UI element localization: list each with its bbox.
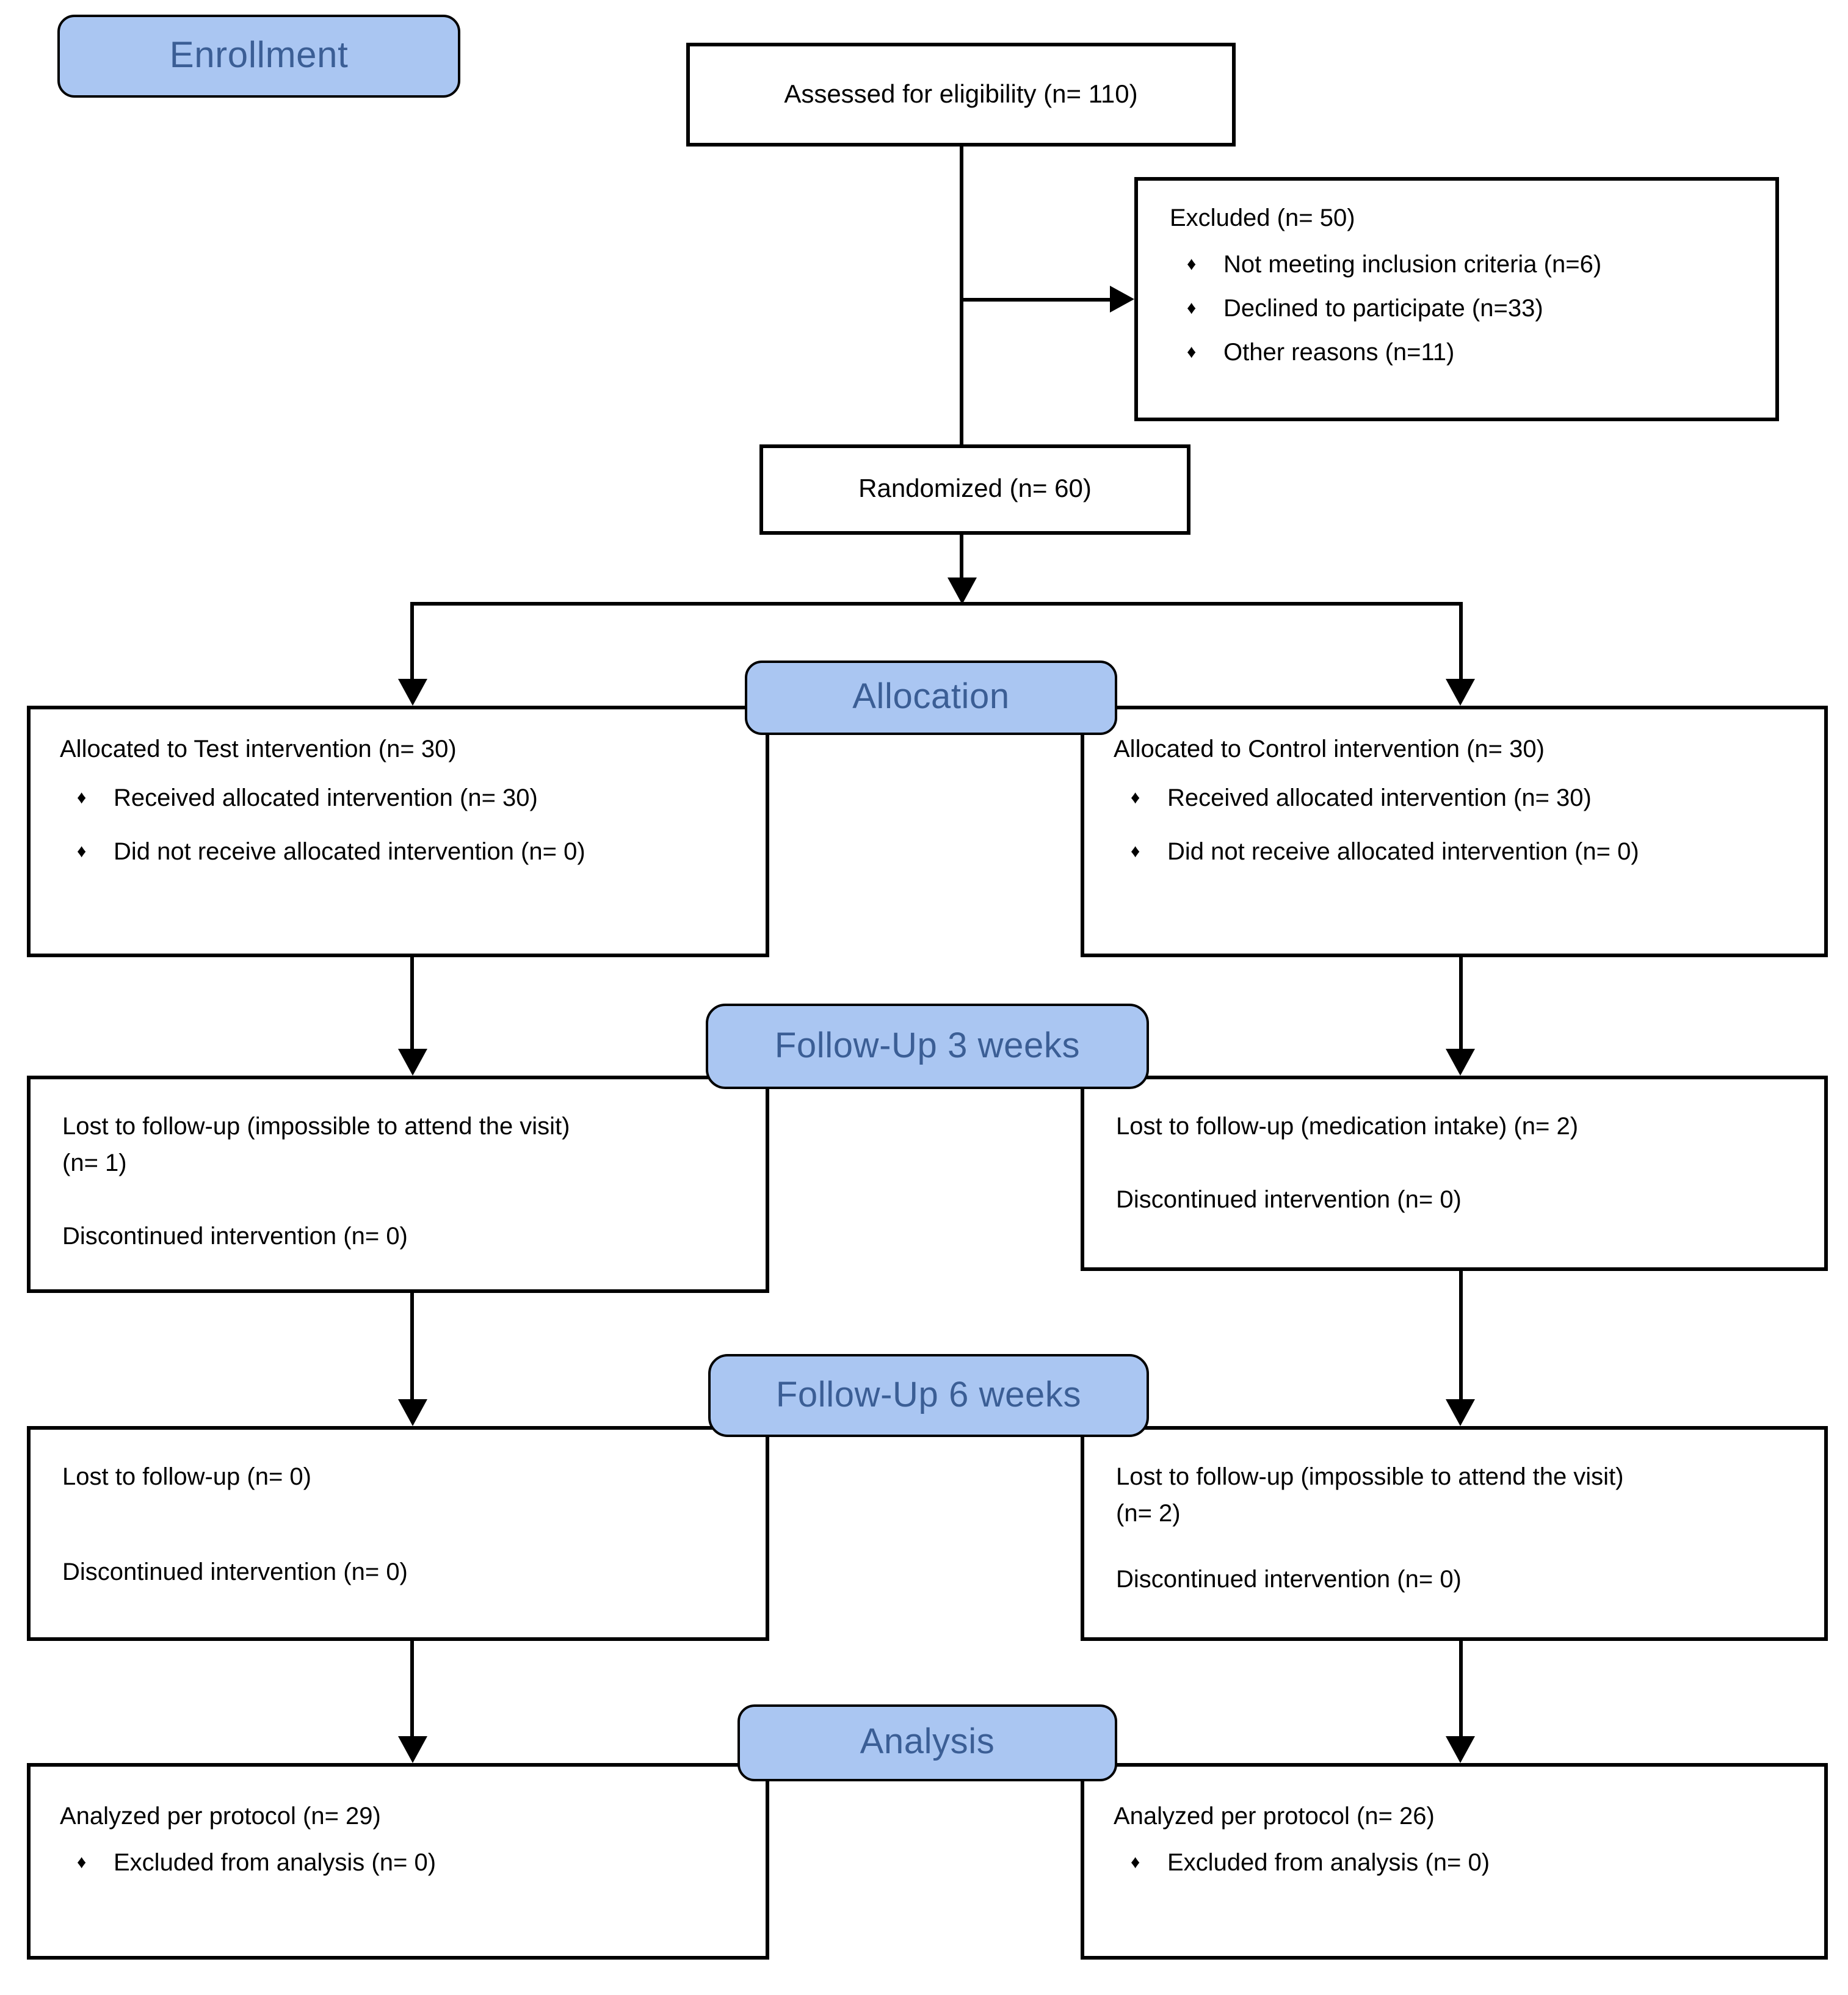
excluded-box xyxy=(1134,177,1779,421)
fu6-control-discontinued: Discontinued intervention (n= 0) xyxy=(1116,1566,1462,1593)
analysis-box-control xyxy=(1081,1763,1828,1960)
arrowhead-alloc-control xyxy=(1446,679,1475,706)
connector-branch-excluded xyxy=(960,298,1110,302)
alloc-test-title: Allocated to Test intervention (n= 30) xyxy=(60,736,457,763)
alloc-control-bullet-2: ♦ Did not receive allocated intervention (n= 0) xyxy=(1114,834,1807,871)
alloc-control-bullet-1: ♦ Received allocated intervention (n= 30) xyxy=(1114,780,1807,817)
connector-alloc-fu3-control xyxy=(1459,957,1463,1049)
fu6-control-lost-line1: Lost to follow-up (impossible to attend the visit) xyxy=(1116,1464,1624,1491)
connector-assessed-randomized xyxy=(960,147,963,444)
followup3-box-test xyxy=(27,1076,769,1293)
arrowhead-fu3-test xyxy=(398,1049,427,1076)
arrowhead-fu6-control xyxy=(1446,1399,1475,1426)
arrowhead-analysis-test xyxy=(398,1736,427,1763)
connector-fu6-analysis-test xyxy=(410,1641,414,1736)
fu3-test-discontinued: Discontinued intervention (n= 0) xyxy=(62,1223,408,1250)
fu3-test-lost-line1: Lost to follow-up (impossible to attend the visit) xyxy=(62,1113,570,1140)
connector-fu3-fu6-control xyxy=(1459,1271,1463,1399)
allocation-box-test xyxy=(27,706,769,957)
diamond-bullet-icon: ♦ xyxy=(1131,841,1140,862)
diamond-bullet-icon: ♦ xyxy=(1187,254,1197,275)
diamond-bullet-icon: ♦ xyxy=(1131,1852,1140,1873)
diamond-bullet-icon: ♦ xyxy=(1187,342,1197,363)
alloc-control-title: Allocated to Control intervention (n= 30) xyxy=(1114,736,1545,763)
diamond-bullet-icon: ♦ xyxy=(77,1852,87,1873)
arrowhead-fu3-control xyxy=(1446,1049,1475,1076)
diamond-bullet-icon: ♦ xyxy=(77,788,87,808)
alloc-test-bullet-1: ♦ Received allocated intervention (n= 30) xyxy=(60,780,748,817)
arrowhead-analysis-control xyxy=(1446,1736,1475,1763)
randomized-box: Randomized (n= 60) xyxy=(759,444,1190,535)
stage-label-followup-6-weeks: Follow-Up 6 weeks xyxy=(708,1354,1149,1437)
alloc-test-bullet-2: ♦ Did not receive allocated intervention (n= 0) xyxy=(60,834,748,871)
connector-split-alloc-test xyxy=(410,602,414,680)
diamond-bullet-icon: ♦ xyxy=(1131,788,1140,808)
fu3-control-discontinued: Discontinued intervention (n= 0) xyxy=(1116,1187,1462,1214)
stage-label-allocation: Allocation xyxy=(745,661,1117,735)
fu6-control-lost-line2: (n= 2) xyxy=(1116,1501,1181,1527)
followup6-box-control xyxy=(1081,1426,1828,1641)
analysis-test-bullet-1: ♦ Excluded from analysis (n= 0) xyxy=(60,1845,748,1881)
followup3-box-control xyxy=(1081,1076,1828,1271)
fu6-test-discontinued: Discontinued intervention (n= 0) xyxy=(62,1559,408,1586)
arrowhead-fu6-test xyxy=(398,1399,427,1426)
analysis-box-test xyxy=(27,1763,769,1960)
analysis-control-title: Analyzed per protocol (n= 26) xyxy=(1114,1803,1435,1830)
stage-label-enrollment: Enrollment xyxy=(57,15,460,98)
analysis-test-title: Analyzed per protocol (n= 29) xyxy=(60,1803,381,1830)
stage-label-followup-3-weeks: Follow-Up 3 weeks xyxy=(706,1004,1149,1089)
fu3-control-lost: Lost to follow-up (medication intake) (n= 2) xyxy=(1116,1113,1579,1140)
arrowhead-excluded xyxy=(1110,286,1134,313)
analysis-control-bullet-1: ♦ Excluded from analysis (n= 0) xyxy=(1114,1845,1807,1881)
excluded-bullet-3: ♦ Other reasons (n=11) xyxy=(1170,335,1758,371)
connector-alloc-fu3-test xyxy=(410,957,414,1049)
fu6-test-lost: Lost to follow-up (n= 0) xyxy=(62,1464,311,1491)
diamond-bullet-icon: ♦ xyxy=(77,841,87,862)
diamond-bullet-icon: ♦ xyxy=(1187,298,1197,319)
assessed-box: Assessed for eligibility (n= 110) xyxy=(686,43,1236,147)
connector-fu6-analysis-control xyxy=(1459,1641,1463,1736)
stage-label-analysis: Analysis xyxy=(737,1704,1117,1781)
connector-split-alloc-control xyxy=(1459,602,1463,680)
arrowhead-split xyxy=(948,578,977,604)
connector-fu3-fu6-test xyxy=(410,1293,414,1399)
excluded-bullet-2: ♦ Declined to participate (n=33) xyxy=(1170,291,1758,327)
allocation-box-control xyxy=(1081,706,1828,957)
excluded-bullet-1: ♦ Not meeting inclusion criteria (n=6) xyxy=(1170,247,1758,283)
split-line xyxy=(411,602,1463,606)
excluded-title: Excluded (n= 50) xyxy=(1170,205,1355,232)
arrowhead-alloc-test xyxy=(398,679,427,706)
connector-randomized-split xyxy=(960,535,963,579)
fu3-test-lost-line2: (n= 1) xyxy=(62,1150,127,1177)
followup6-box-test xyxy=(27,1426,769,1641)
